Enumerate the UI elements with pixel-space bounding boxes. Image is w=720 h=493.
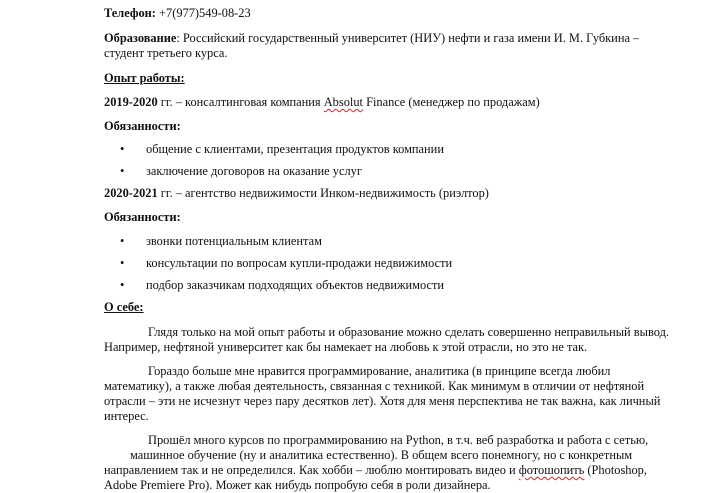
job-1-duty-1: общение с клиентами, презентация продуктов компании	[146, 142, 444, 156]
about-p3-line-4: Adobe Premiere Pro). Может как нибудь попробую себя в роли дизайнера.	[104, 478, 491, 492]
about-p3-text: направлением так и не определился. Как хобби – люблю монтировать видео и	[104, 463, 519, 477]
bullet-icon: •	[120, 164, 125, 178]
job-1-duties-label: Обязанности:	[104, 119, 181, 133]
about-p2-line-4: интерес.	[104, 409, 149, 423]
job-1-desc: гг. – консалтинговая компания	[157, 95, 324, 109]
job-2-title	[104, 186, 489, 201]
about-p3-line-1: Прошёл много курсов по программированию на Python, в т.ч. веб разработка и работа с сетью,	[148, 433, 649, 447]
job-2-duty-3: подбор заказчикам подходящих объектов недвижимости	[146, 278, 445, 292]
education-text: : Российский государственный университет (НИУ) нефти и газа имени И. М. Губкина –	[176, 31, 640, 45]
education-label: Образование	[104, 31, 177, 45]
about-p1-line-2: Например, нефтяной университет как бы намекает на любовь к этой отрасли, но это не так.	[104, 340, 588, 354]
about-p3-line-3	[104, 463, 647, 478]
job-2-duty-1: звонки потенциальным клиентам	[146, 234, 322, 248]
education-line-2: студент третьего курса.	[104, 46, 228, 60]
bullet-icon: •	[120, 142, 125, 156]
about-p2-line-3: отрасли – эти не исчезнут через пару десятков лет). Хотя для меня перспектива не так важна, как личный	[104, 394, 661, 408]
bullet-icon: •	[120, 278, 125, 292]
job-2-duties-label: Обязанности:	[104, 210, 181, 224]
job-1-years: 2019-2020	[104, 95, 158, 109]
job-2-duty-2: консультации по вопросам купли-продажи недвижимости	[146, 256, 453, 270]
about-p2-line-1: Гораздо больше мне нравится программирование, аналитика (в принципе всегда любил	[148, 364, 611, 378]
job-2-desc: гг. – агентство недвижимости Инком-недвижимость (риэлтор)	[157, 186, 489, 200]
job-1-desc-end: Finance (менеджер по продажам)	[362, 95, 540, 109]
phone-label: Телефон:	[104, 6, 156, 20]
bullet-icon: •	[120, 234, 125, 248]
experience-heading: Опыт работы:	[104, 71, 185, 85]
job-1-duty-2: заключение договоров на оказание услуг	[146, 164, 362, 178]
job-1-company-word: Absolut	[323, 95, 363, 109]
about-p1-line-1: Глядя только на мой опыт работы и образование можно сделать совершенно неправильный вывод.	[148, 325, 669, 339]
education-line-1	[104, 31, 639, 46]
about-p3-text-end: (Photoshop,	[584, 463, 647, 477]
job-2-years: 2020-2021	[104, 186, 158, 200]
misspelled-word: фотошопить	[518, 463, 585, 477]
phone-value: +7(977)549-08-23	[155, 6, 251, 20]
about-p3-line-2: машинное обучение (ну и аналитика естественно). В общем всего понемногу, но с конкретным	[130, 448, 633, 462]
about-p2-line-2: математику), а также любая деятельность, связанная с техникой. Как минимум в отличии от нефтяной	[104, 379, 645, 393]
job-1-title	[104, 95, 540, 110]
about-heading: О себе:	[104, 300, 144, 314]
bullet-icon: •	[120, 256, 125, 270]
phone-line	[104, 6, 251, 21]
